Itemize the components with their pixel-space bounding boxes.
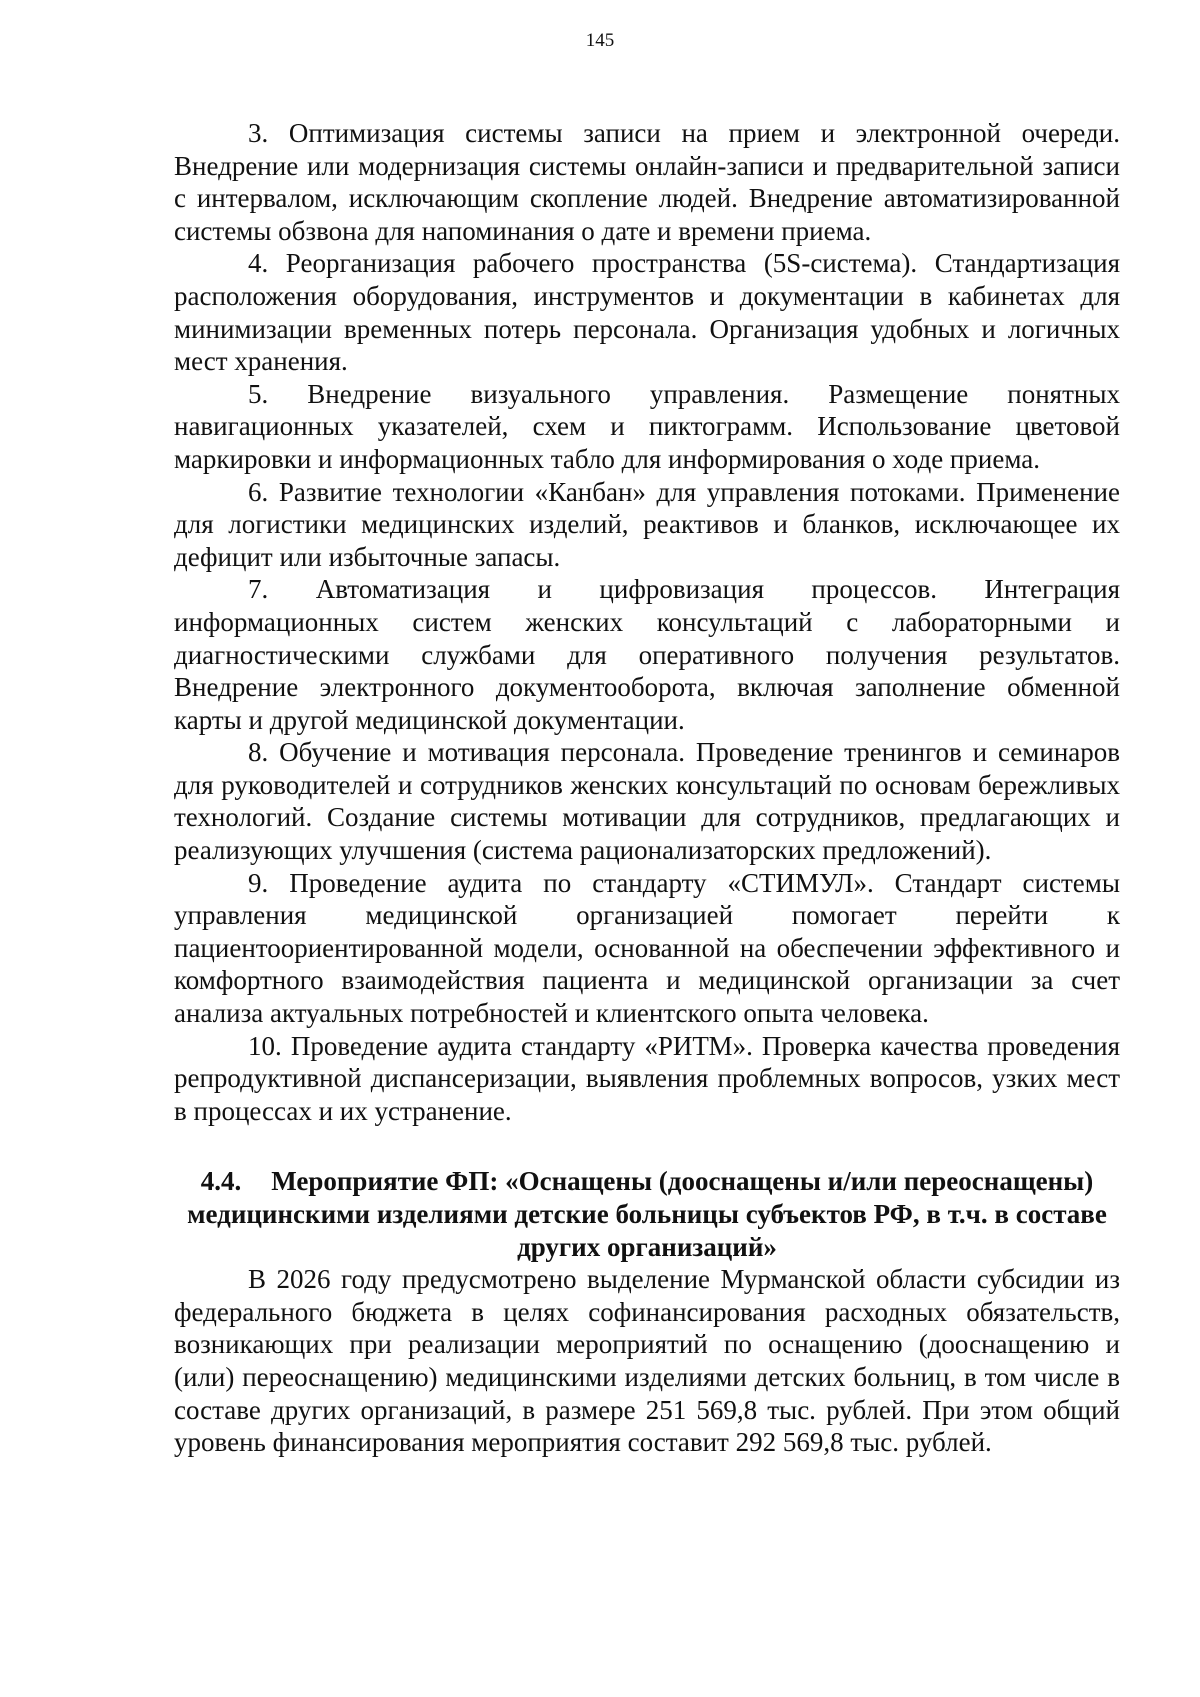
list-item-7: 7. Автоматизация и цифровизация процессов. Интеграция информационных систем женских консультаций с лабораторными и диагностическими службами для оперативного получения результатов. Внедрение электронного документооборота, включая заполнение обменной карты и другой медицинской документации. — [174, 574, 1120, 735]
list-item-5: 5. Внедрение визуального управления. Размещение понятных навигационных указателей, схем и пиктограмм. Использование цветовой маркировки и информационных табло для информирования о ходе приема. — [174, 378, 1120, 474]
list-item-4: 4. Реорганизация рабочего пространства (5S-система). Стандартизация расположения оборудования, инструментов и документации в кабинетах для минимизации временных потерь персонала. Организация удобных и логичных мест хранения. — [174, 248, 1120, 377]
section-heading — [174, 1165, 1120, 1263]
section-number: 4.4. — [200, 1166, 242, 1197]
list-item-9: 9. Проведение аудита по стандарту «СТИМУЛ». Стандарт системы управления медицинской организацией помогает перейти к пациентоориентированной модели, основанной на обеспечении эффективного и комфортного взаимодействия пациента и медицинской организации за счет анализа актуальных потребностей и клиентского опыта человека. — [174, 867, 1120, 1029]
list-item-8: 8. Обучение и мотивация персонала. Проведение тренингов и семинаров для руководителей и сотрудников женских консультаций по основам бережливых технологий. Создание системы мотивации для сотрудников, предлагающих и реализующих улучшения (система рационализаторских предложений). — [174, 737, 1120, 866]
page-number: 145 — [585, 30, 615, 51]
section-paragraph: В 2026 году предусмотрено выделение Мурманской области субсидии из федерального бюджета в целях софинансирования расходных обязательств, возникающих при реализации мероприятий по оснащению (дооснащению и (или) переоснащению) медицинскими изделиями детских больниц, в том числе в составе других организаций, в размере 251 569,8 тыс. рублей. При этом общий уровень финансирования мероприятия составит 292 569,8 тыс. рублей. — [174, 1264, 1120, 1458]
document-body — [174, 117, 1120, 1459]
list-item-3: 3. Оптимизация системы записи на прием и электронной очереди. Внедрение или модернизация системы онлайн-записи и предварительной записи с интервалом, исключающим скопление людей. Внедрение автоматизированной системы обзвона для напоминания о дате и времени приема. — [174, 118, 1120, 246]
list-item-6: 6. Развитие технологии «Канбан» для управления потоками. Применение для логистики медицинских изделий, реактивов и бланков, исключающее их дефицит или избыточные запасы. — [174, 476, 1120, 572]
section-title: Мероприятие ФП: «Оснащены (дооснащены и/или переоснащены) медицинскими изделиями детские больницы субъектов РФ, в т.ч. в составе других организаций» — [187, 1166, 1107, 1262]
list-item-10: 10. Проведение аудита стандарту «РИТМ». Проверка качества проведения репродуктивной диспансеризации, выявления проблемных вопросов, узких мест в процессах и их устранение. — [174, 1030, 1120, 1126]
